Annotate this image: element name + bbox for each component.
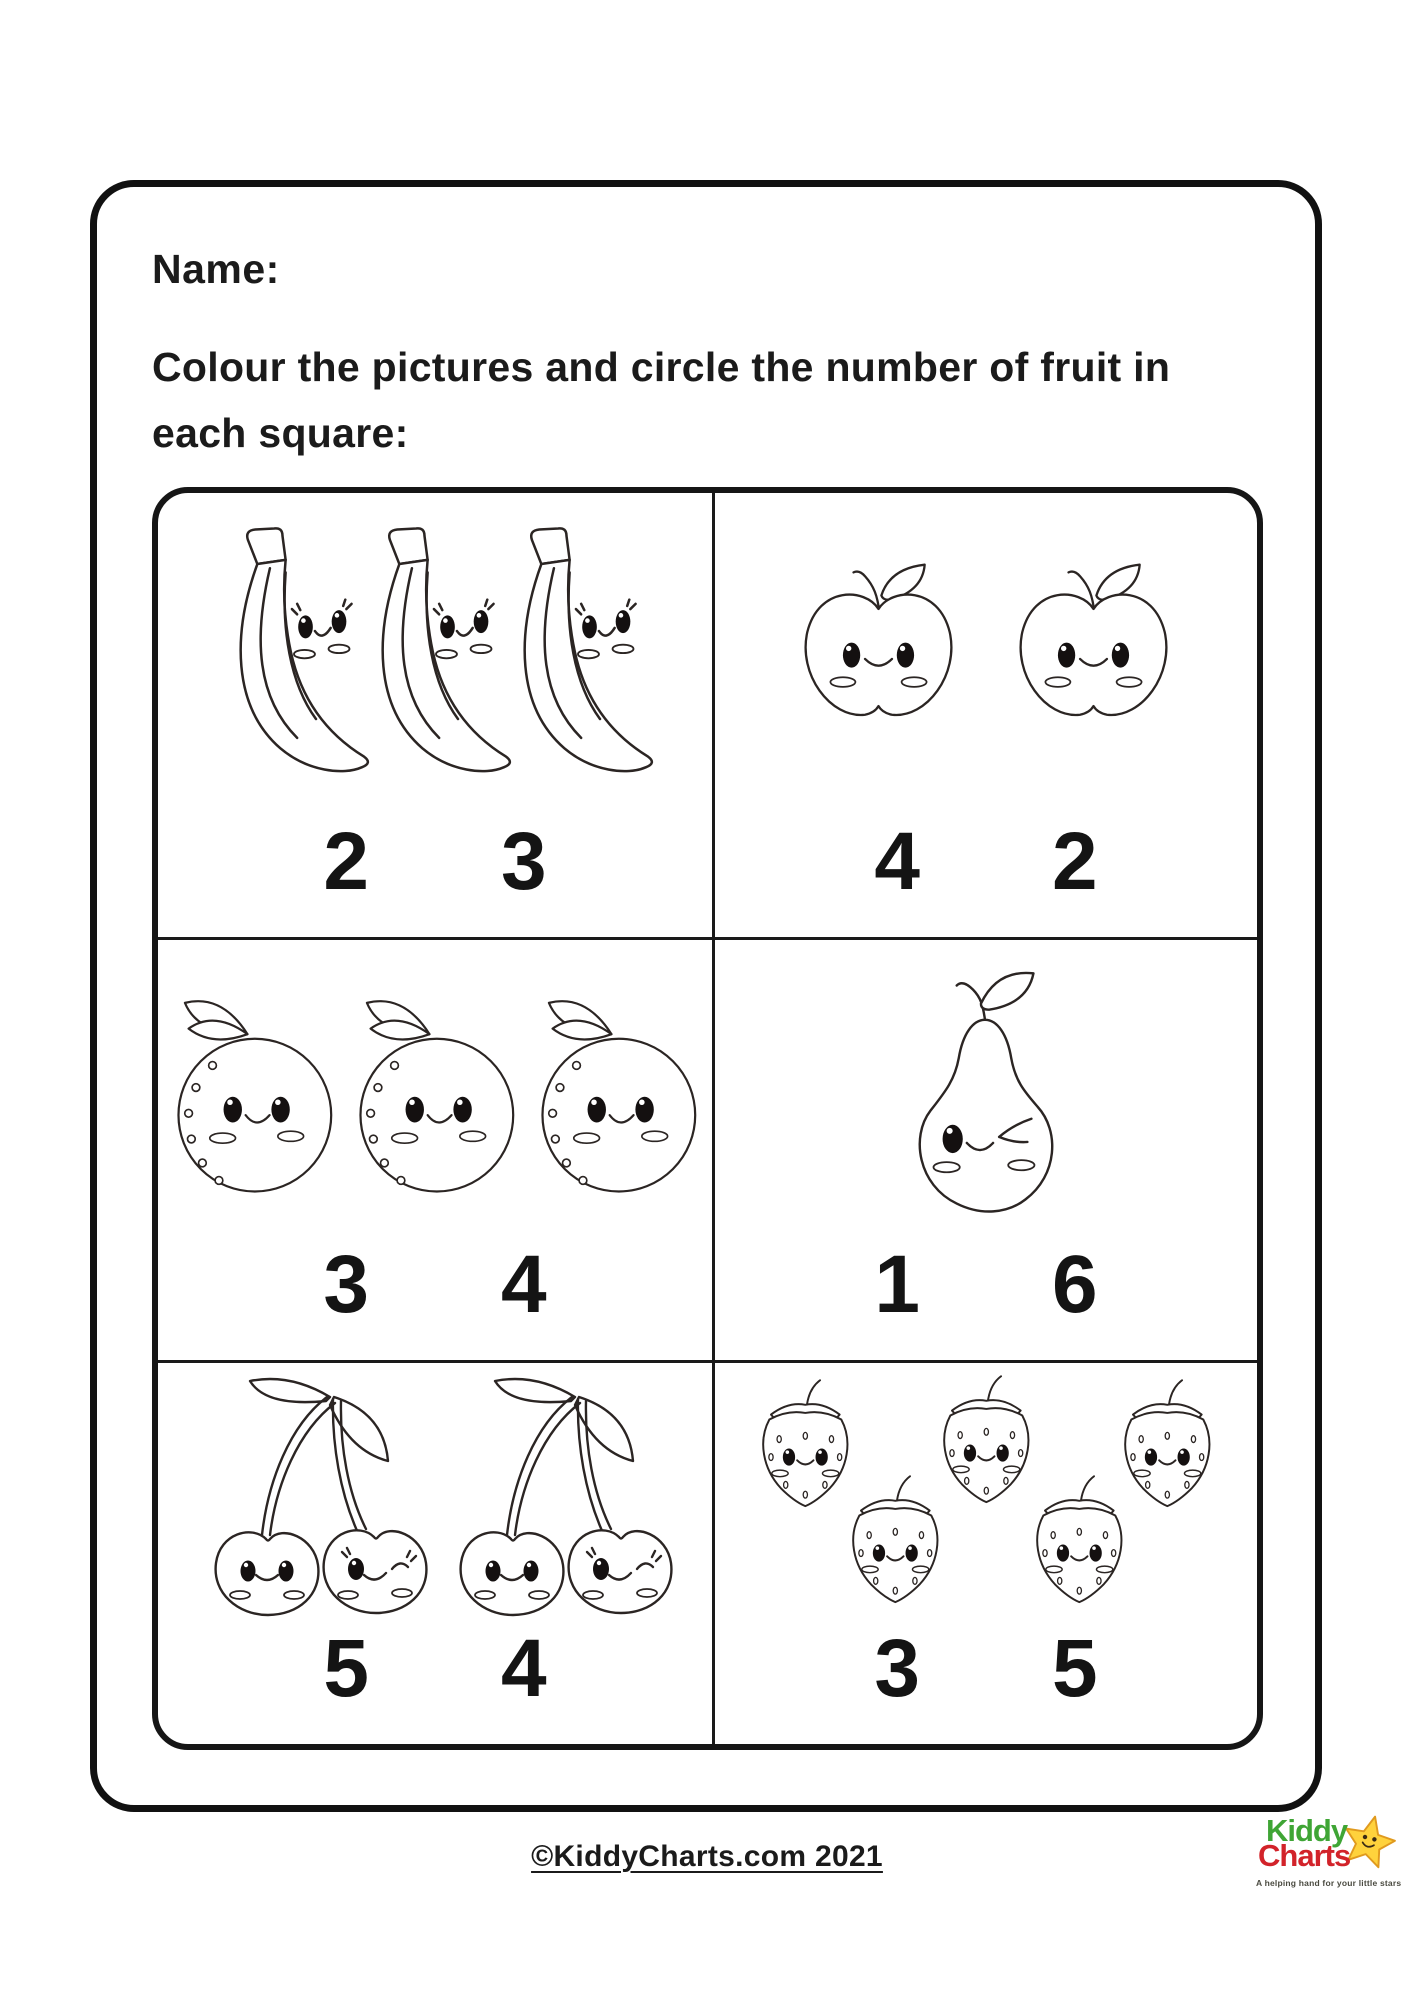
answer-option[interactable]: 1 [874, 1239, 920, 1330]
cherry-icon [188, 1371, 683, 1623]
logo-word-charts: Charts [1258, 1838, 1351, 1873]
answer-option[interactable]: 4 [874, 816, 920, 907]
worksheet-grid [152, 487, 1263, 1750]
answer-option[interactable]: 3 [874, 1623, 920, 1714]
cell-pear [715, 940, 1257, 1360]
cell-oranges [158, 940, 712, 1360]
answer-option[interactable]: 4 [501, 1623, 547, 1714]
apples-image[interactable] [715, 493, 1257, 823]
strawberry-icon [721, 1373, 1251, 1621]
answer-option[interactable]: 5 [323, 1623, 369, 1714]
answer-options [158, 1239, 712, 1360]
instructions [152, 334, 1172, 466]
answer-options [715, 1623, 1257, 1744]
cell-cherries [158, 1363, 712, 1744]
instructions-line1: Colour the pictures and circle the number of fruit in [152, 344, 1171, 390]
answer-option[interactable]: 6 [1052, 1239, 1098, 1330]
apple-icon [780, 557, 1192, 759]
answer-options [158, 1623, 712, 1744]
cell-bananas [158, 493, 712, 937]
pear-icon [880, 959, 1092, 1227]
cell-apples [715, 493, 1257, 937]
answer-options [158, 816, 712, 937]
cherries-image[interactable] [158, 1363, 712, 1630]
answer-options [715, 1239, 1257, 1360]
name-label: Name: [152, 246, 280, 292]
answer-option[interactable]: 3 [501, 816, 547, 907]
cell-strawberries [715, 1363, 1257, 1744]
strawberries-image[interactable] [715, 1363, 1257, 1630]
logo-tagline: A helping hand for your little stars [1256, 1878, 1402, 1888]
pear-image[interactable] [715, 940, 1257, 1246]
answer-option[interactable]: 3 [323, 1239, 369, 1330]
answer-option[interactable]: 2 [323, 816, 369, 907]
instructions-line2: each square: [152, 410, 409, 456]
answer-option[interactable]: 5 [1052, 1623, 1098, 1714]
answer-option[interactable]: 2 [1052, 816, 1098, 907]
copyright-text: ©KiddyCharts.com 2021 [531, 1840, 883, 1873]
copyright-footer [0, 1840, 1414, 1874]
orange-icon [161, 990, 709, 1197]
answer-options [715, 816, 1257, 937]
bananas-image[interactable] [158, 493, 712, 823]
logo-word-kiddy: Kiddy [1266, 1813, 1348, 1848]
answer-option[interactable]: 4 [501, 1239, 547, 1330]
banana-icon [205, 518, 665, 798]
oranges-image[interactable] [158, 940, 712, 1246]
kiddycharts-logo [1256, 1813, 1408, 1902]
